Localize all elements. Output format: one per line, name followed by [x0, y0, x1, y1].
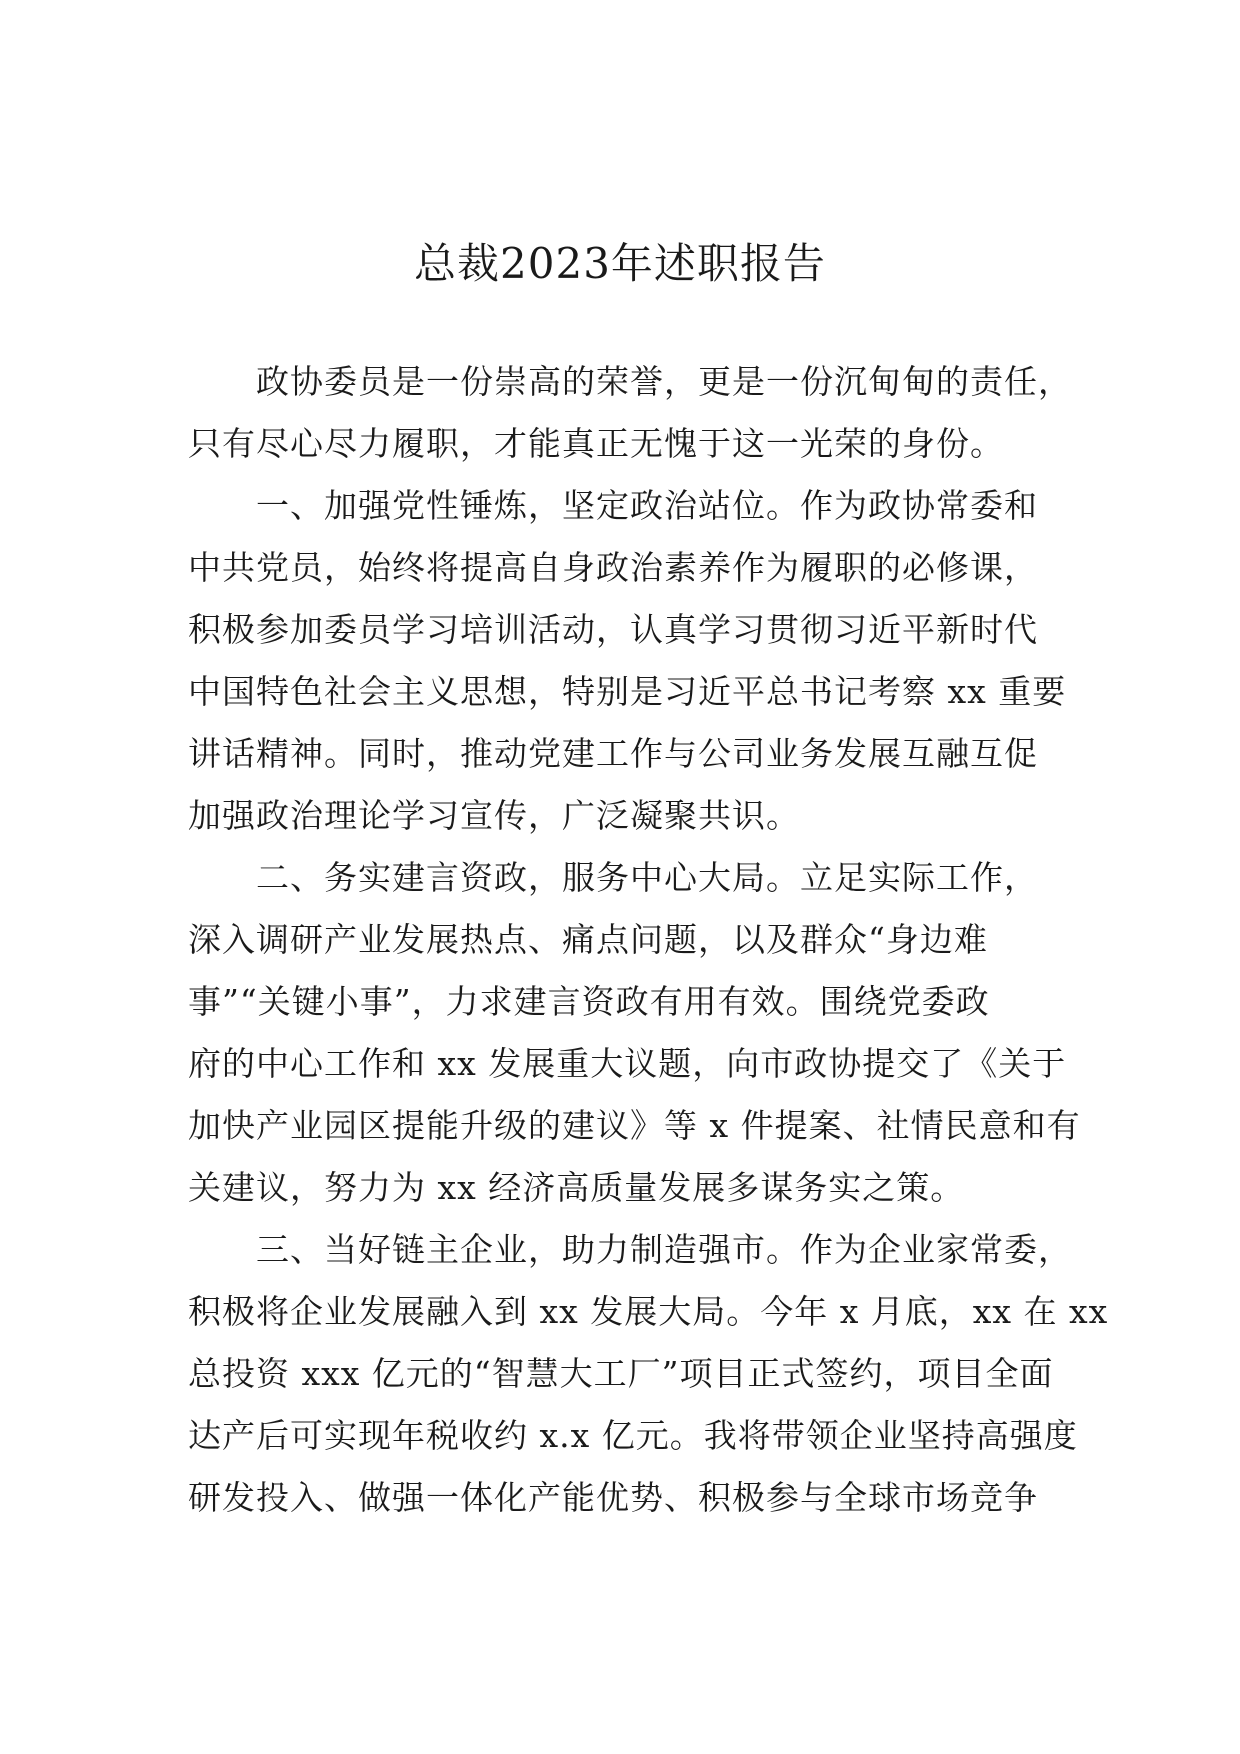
body-line: 加强政治理论学习宣传，广泛凝聚共识。 — [188, 796, 800, 835]
body-line: 中共党员，始终将提高自身政治素养作为履职的必修课， — [188, 548, 1038, 587]
body-line: 深入调研产业发展热点、痛点问题，以及群众“身边难 — [188, 920, 988, 959]
body-line: 讲话精神。同时，推动党建工作与公司业务发展互融互促 — [188, 734, 1038, 773]
body-line: 只有尽心尽力履职，才能真正无愧于这一光荣的身份。 — [188, 424, 1004, 463]
body-line: 总投资 xxx 亿元的“智慧大工厂”项目正式签约，项目全面 — [188, 1354, 1054, 1393]
body-line: 加快产业园区提能升级的建议》等 x 件提案、社情民意和有 — [188, 1106, 1081, 1145]
body-line: 达产后可实现年税收约 x.x 亿元。我将带领企业坚持高强度 — [188, 1416, 1078, 1455]
document-title: 总裁2023年述职报告 — [414, 239, 826, 288]
body-line: 积极参加委员学习培训活动，认真学习贯彻习近平新时代 — [188, 610, 1038, 649]
body-line: 三、当好链主企业，助力制造强市。作为企业家常委， — [256, 1230, 1072, 1269]
body-line: 关建议，努力为 xx 经济高质量发展多谋务实之策。 — [188, 1168, 965, 1207]
body-line: 政协委员是一份崇高的荣誉，更是一份沉甸甸的责任， — [256, 362, 1072, 401]
body-line: 中国特色社会主义思想，特别是习近平总书记考察 xx 重要 — [188, 672, 1067, 711]
body-line: 积极将企业发展融入到 xx 发展大局。今年 x 月底，xx 在 xx — [188, 1292, 1109, 1331]
body-line: 府的中心工作和 xx 发展重大议题，向市政协提交了《关于 — [188, 1044, 1067, 1083]
body-line: 二、务实建言资政，服务中心大局。立足实际工作， — [256, 858, 1038, 897]
body-line: 研发投入、做强一体化产能优势、积极参与全球市场竞争 — [188, 1478, 1038, 1517]
body-line: 一、加强党性锤炼，坚定政治站位。作为政协常委和 — [256, 486, 1038, 525]
body-line: 事”“关键小事”，力求建言资政有用有效。围绕党委政 — [188, 982, 990, 1021]
